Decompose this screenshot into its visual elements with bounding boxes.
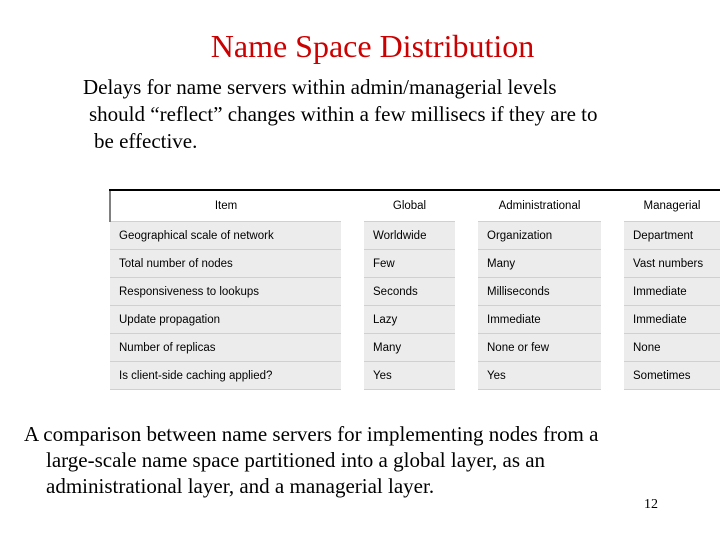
table-cell: Vast numbers: [624, 250, 720, 278]
intro-text: [83, 74, 703, 155]
table-cell: Number of replicas: [110, 334, 341, 362]
table-cell: Responsiveness to lookups: [110, 278, 341, 306]
table-row: [110, 250, 720, 278]
intro-line: be effective.: [94, 129, 198, 153]
table-row: [110, 222, 720, 250]
intro-line: should “reflect” changes within a few millisecs if they are to: [89, 102, 598, 126]
caption-line: A comparison between name servers for implementing nodes from a: [24, 422, 599, 446]
table-cell: Organization: [478, 222, 601, 250]
caption-line: administrational layer, and a managerial layer.: [46, 474, 435, 498]
table-row: [110, 306, 720, 334]
header-managerial: Managerial: [624, 190, 720, 222]
table-cell: Milliseconds: [478, 278, 601, 306]
table-cell: Few: [364, 250, 455, 278]
page-number: 12: [644, 497, 658, 512]
table-cell: Seconds: [364, 278, 455, 306]
table-cell: Geographical scale of network: [110, 222, 341, 250]
table-cell: Immediate: [478, 306, 601, 334]
table-row: [110, 334, 720, 362]
table-cell: Yes: [478, 362, 601, 390]
table-cell: Lazy: [364, 306, 455, 334]
table-cell: Update propagation: [110, 306, 341, 334]
table-cell: Worldwide: [364, 222, 455, 250]
table-row: [110, 362, 720, 390]
table-cell: Immediate: [624, 278, 720, 306]
slide-title: Name Space Distribution: [210, 28, 535, 64]
header-global: Global: [364, 190, 455, 222]
table-cell: Department: [624, 222, 720, 250]
table-cell: Immediate: [624, 306, 720, 334]
caption-text: [24, 421, 714, 499]
table-cell: Sometimes: [624, 362, 720, 390]
table-cell: Yes: [364, 362, 455, 390]
table-cell: Many: [364, 334, 455, 362]
table-cell: Many: [478, 250, 601, 278]
table-cell: None or few: [478, 334, 601, 362]
table-cell: Is client-side caching applied?: [110, 362, 341, 390]
table-cell: Total number of nodes: [110, 250, 341, 278]
table-row: [110, 278, 720, 306]
header-item: Item: [110, 190, 341, 222]
caption-line: large-scale name space partitioned into a global layer, as an: [46, 448, 546, 472]
intro-line: Delays for name servers within admin/managerial levels: [83, 75, 557, 99]
comparison-table: [109, 189, 720, 390]
table-cell: None: [624, 334, 720, 362]
table-header-row: [110, 190, 720, 222]
header-administrational: Administrational: [478, 190, 601, 222]
